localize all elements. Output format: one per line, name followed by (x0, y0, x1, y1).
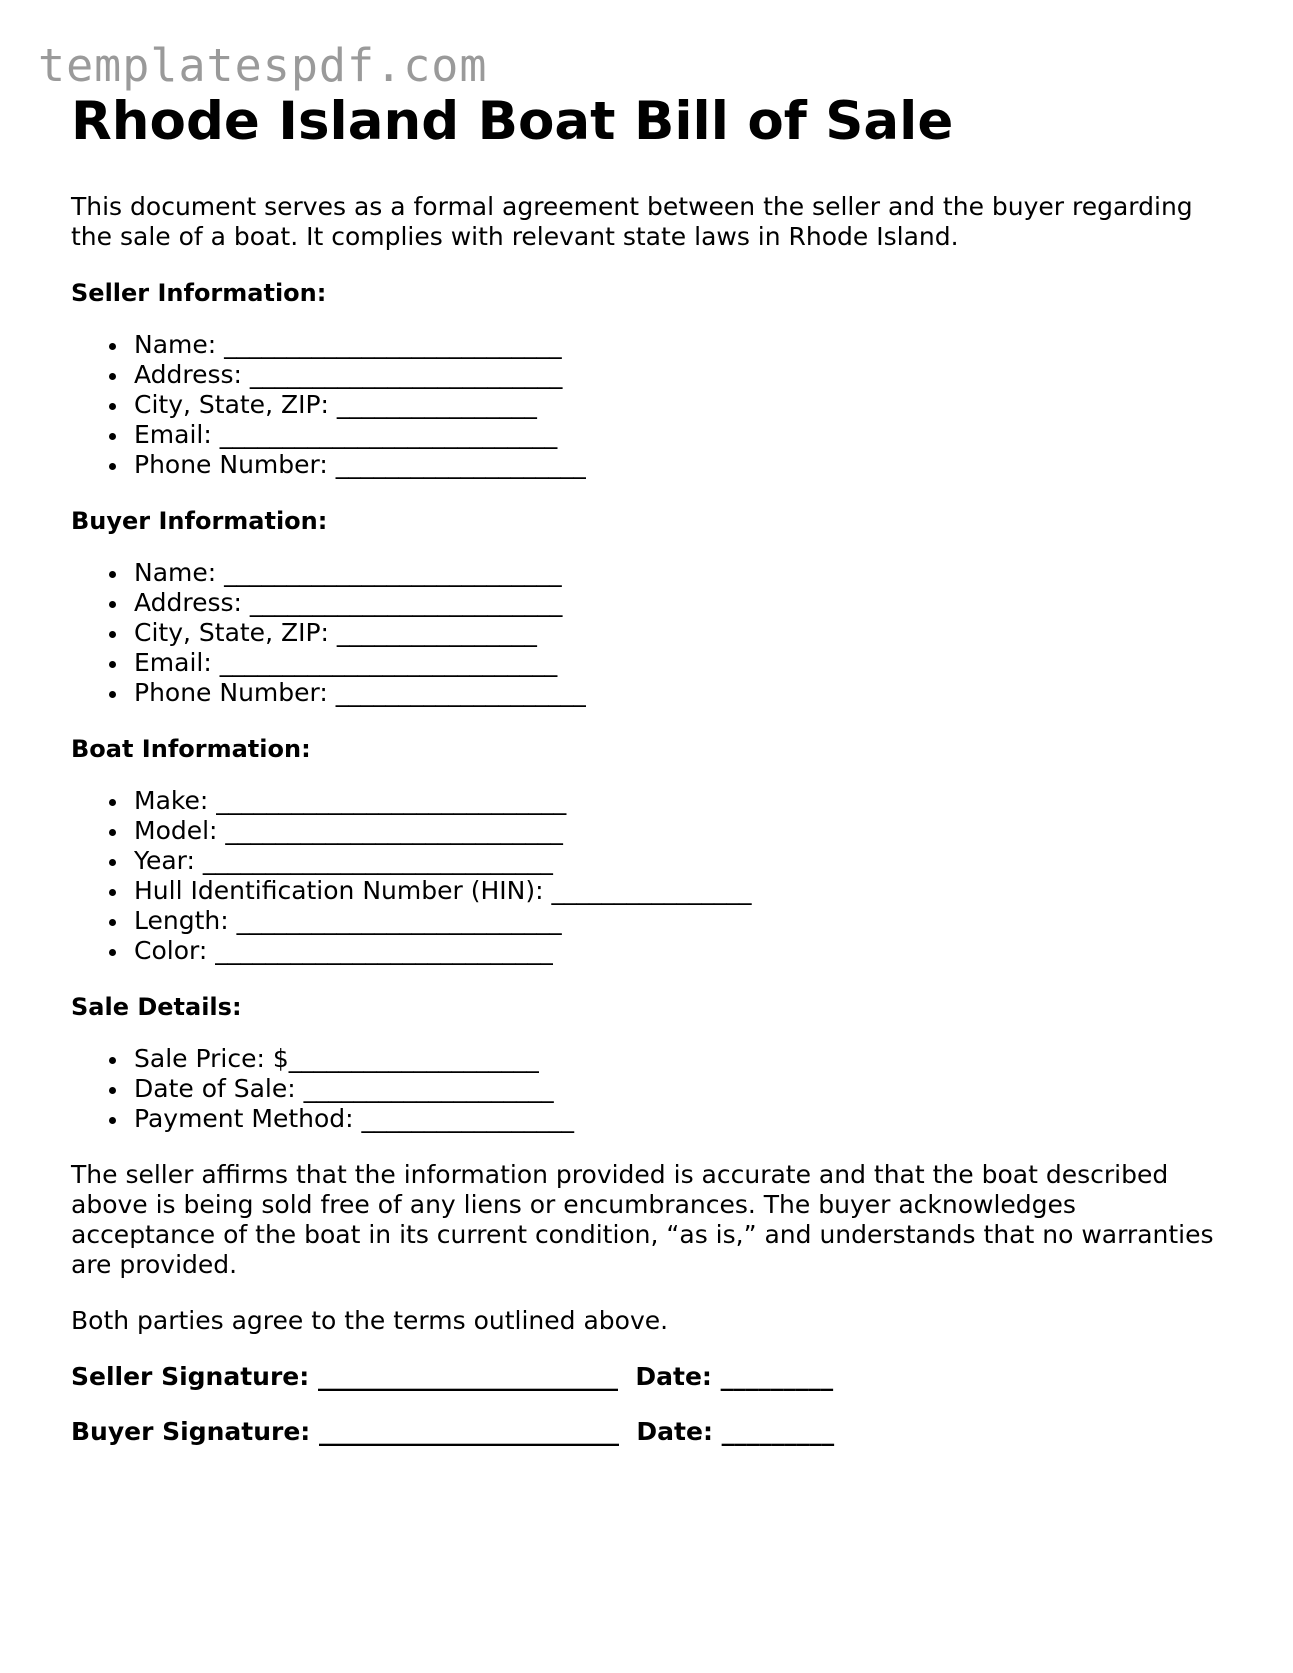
seller-section-heading: Seller Information: (71, 279, 327, 307)
boat-length-field: Length: __________________________ (134, 906, 1221, 936)
seller-address-field: Address: _________________________ (134, 360, 1221, 390)
payment-method-field: Payment Method: _________________ (134, 1104, 1221, 1134)
buyer-address-field: Address: _________________________ (134, 588, 1221, 618)
boat-model-field: Model: ___________________________ (134, 816, 1221, 846)
affirmation-paragraph: The seller affirms that the information provided is accurate and that the boat described above is being sold free of any liens or encumbrances. The buyer acknowledges acceptance of the boat in its current condition, “as is,” and understands that no warranties are provided. (71, 1160, 1214, 1279)
buyer-city-state-zip-field: City, State, ZIP: ________________ (134, 618, 1221, 648)
boat-section-heading: Boat Information: (71, 735, 311, 763)
seller-city-state-zip-field: City, State, ZIP: ________________ (134, 390, 1221, 420)
buyer-email-field: Email: ___________________________ (134, 648, 1221, 678)
intro-paragraph: This document serves as a formal agreement between the seller and the buyer regarding the sale of a boat. It complies with relevant state laws in Rhode Island. (71, 192, 1193, 251)
seller-signature-line: Seller Signature: ________________________ Date: _________ (71, 1362, 834, 1391)
watermark: templatespdf.com (38, 39, 488, 92)
sale-fields-list (71, 1044, 1221, 1134)
agreement-paragraph: Both parties agree to the terms outlined above. (71, 1306, 669, 1335)
document-body (71, 88, 1221, 1447)
buyer-signature-line: Buyer Signature: ________________________ Date: _________ (71, 1417, 835, 1446)
seller-fields-list (71, 330, 1221, 480)
boat-fields-list (71, 786, 1221, 966)
sale-date-field: Date of Sale: ____________________ (134, 1074, 1221, 1104)
boat-make-field: Make: ____________________________ (134, 786, 1221, 816)
seller-email-field: Email: ___________________________ (134, 420, 1221, 450)
sale-section-heading: Sale Details: (71, 993, 242, 1021)
seller-name-field: Name: ___________________________ (134, 330, 1221, 360)
boat-color-field: Color: ___________________________ (134, 936, 1221, 966)
buyer-name-field: Name: ___________________________ (134, 558, 1221, 588)
buyer-phone-field: Phone Number: ____________________ (134, 678, 1221, 708)
buyer-section-heading: Buyer Information: (71, 507, 328, 535)
sale-price-field: Sale Price: $____________________ (134, 1044, 1221, 1074)
seller-phone-field: Phone Number: ____________________ (134, 450, 1221, 480)
buyer-fields-list (71, 558, 1221, 708)
boat-year-field: Year: ____________________________ (134, 846, 1221, 876)
page-title: Rhode Island Boat Bill of Sale (71, 91, 954, 152)
boat-hin-field: Hull Identification Number (HIN): ________________ (134, 876, 1221, 906)
